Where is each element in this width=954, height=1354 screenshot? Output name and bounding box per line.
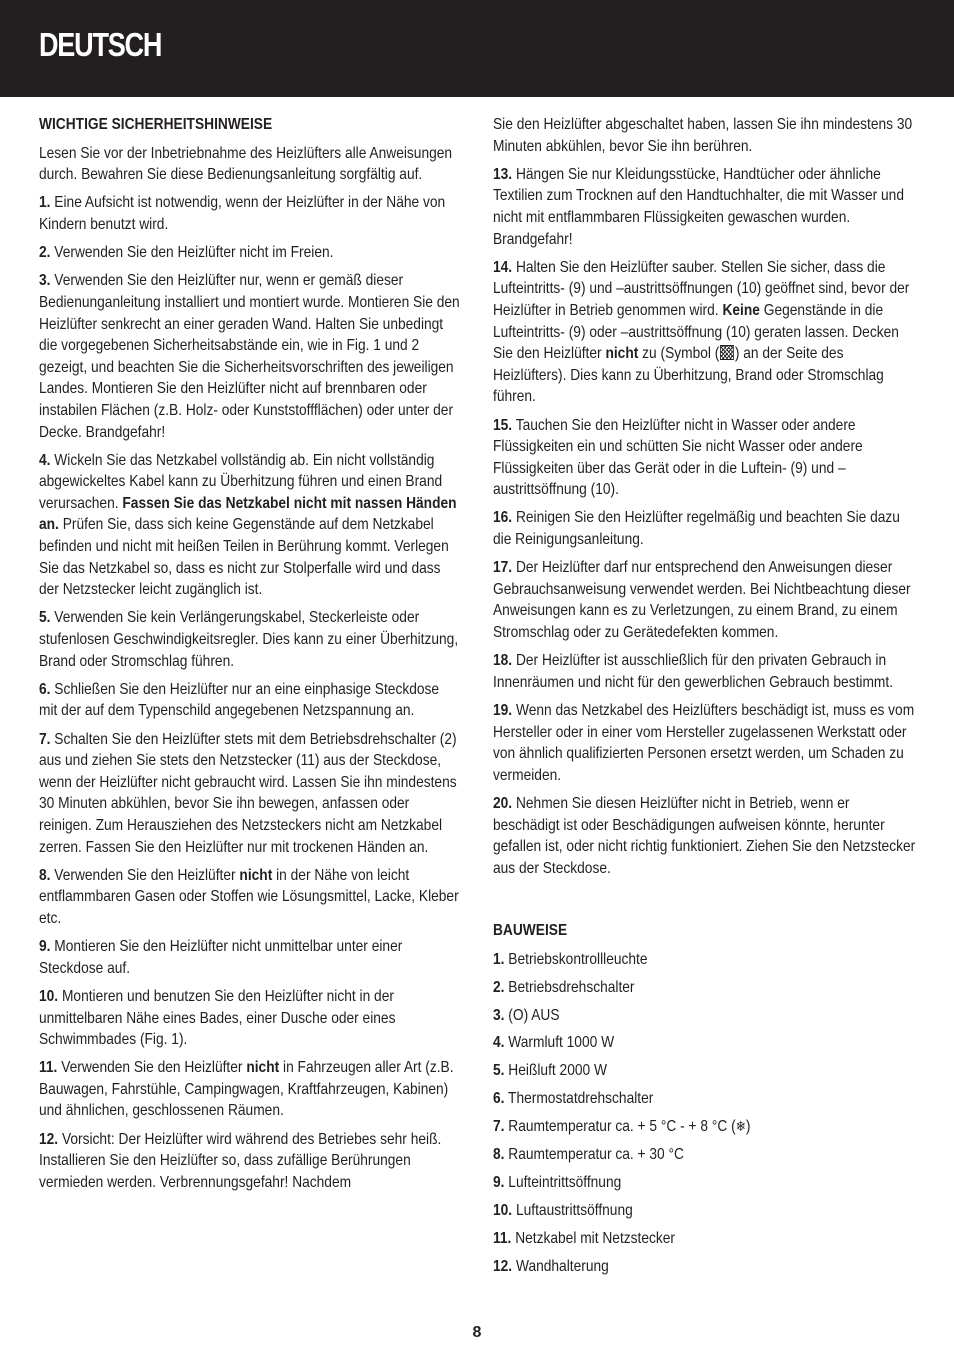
safety-item: 1. Eine Aufsicht ist notwendig, wenn der Heizlüfter in der Nähe von Kindern benutzt wird. <box>39 194 446 233</box>
construction-heading: BAUWEISE <box>493 921 568 939</box>
left-column <box>39 114 461 1200</box>
safety-item: 2. Verwenden Sie den Heizlüfter nicht im Freien. <box>39 244 334 262</box>
construction-item: 6. Thermostatdrehschalter <box>493 1090 654 1108</box>
safety-item: 16. Reinigen Sie den Heizlüfter regelmäßig und beachten Sie dazu die Reinigungsanleitung. <box>493 509 900 549</box>
construction-item: 12. Wandhalterung <box>493 1258 609 1276</box>
safety-heading: WICHTIGE SICHERHEITSHINWEISE <box>39 116 273 133</box>
snowflake-icon: ❄ <box>735 1118 746 1135</box>
construction-item: 1. Betriebskontrollleuchte <box>493 950 648 968</box>
construction-item: 11. Netzkabel mit Netzstecker <box>493 1230 676 1248</box>
safety-item: 11. Verwenden Sie den Heizlüfter nicht in Fahrzeugen aller Art (z.B. Bauwagen, Fahrstühle, Campingwagen, Kraftfahrzeugen, Kabinen) und ähnlichen, geschlossenen Räumen. <box>39 1059 454 1120</box>
header-bar <box>0 0 954 97</box>
safety-item: 3. Verwenden Sie den Heizlüfter nur, wenn er gemäß dieser Bedienunganleitung installiert und montiert wurde. Montieren Sie den Heizlüfter senkrecht an einer geraden Wand. Halten Sie unbedingt die vorgegebenen Sicherheitsabstände ein, wie in Fig. 1 und 2 gezeigt, und beachten Sie die Sicherheitsvorschriften des jeweiligen Landes. Montieren Sie den Heizlüfter nicht auf brennbaren oder instabilen Flächen (z.B. Holz- oder Kunststoffflächen) oder unter der Decke. Brandgefahr! <box>39 272 460 441</box>
safety-item: 17. Der Heizlüfter darf nur entsprechend den Anweisungen dieser Gebrauchsanweisung verwendet werden. Bei Nichtbeachtung dieser Anweisungen kann es zu Verletzungen, zu einem Brand, zu einem Stromschlag oder zu Gerätedefekten kommen. <box>493 559 911 642</box>
construction-item: 5. Heißluft 2000 W <box>493 1062 607 1080</box>
safety-item: 6. Schließen Sie den Heizlüfter nur an eine einphasige Steckdose mit der auf dem Typenschild angegebenen Netzspannung an. <box>39 680 440 720</box>
construction-item: 10. Luftaustrittsöffnung <box>493 1202 633 1220</box>
safety-item: 10. Montieren und benutzen Sie den Heizlüfter nicht in der unmittelbaren Nähe eines Bades, einer Dusche oder eines Schwimmbades (Fig. 1). <box>39 987 396 1049</box>
do-not-cover-icon <box>720 345 734 360</box>
safety-item-continuation: Sie den Heizlüfter abgeschaltet haben, lassen Sie ihn mindestens 30 Minuten abkühlen, bevor Sie ihn berühren. <box>493 116 913 155</box>
construction-item: 3. (O) AUS <box>493 1006 560 1024</box>
safety-item: 4. Wickeln Sie das Netzkabel vollständig ab. Ein nicht vollständig abgewickeltes Kabel kann zu Überhitzung führen und einen Brand verursachen. Fassen Sie das Netzkabel nicht mit nassen Händen an. Prüfen Sie, dass sich keine Gegenstände auf dem Netzkabel befinden und nicht mit heißen Teilen in Berührung kommt. Verlegen Sie das Netzkabel so, dass es nicht zur Stolperfalle wird und dass der Netzstecker leicht zugänglich ist. <box>39 451 457 599</box>
safety-intro: Lesen Sie vor der Inbetriebnahme des Heizlüfters alle Anweisungen durch. Bewahren Sie diese Bedienungsanleitung sorgfältig auf. <box>39 144 453 184</box>
safety-item: 9. Montieren Sie den Heizlüfter nicht unmittelbar unter einer Steckdose auf. <box>39 938 403 977</box>
construction-item: 7. Raumtemperatur ca. + 5 °C - + 8 °C (❄) <box>493 1118 751 1136</box>
construction-item: 9. Lufteintrittsöffnung <box>493 1174 622 1192</box>
construction-item: 2. Betriebsdrehschalter <box>493 978 635 996</box>
safety-item: 13. Hängen Sie nur Kleidungsstücke, Handtücher oder ähnliche Textilien zum Trocknen auf den Handtuchhalter, die mit Wasser und nicht mit entflammbaren Flüssigkeiten gewaschen wurden. Brandgefahr! <box>493 165 904 248</box>
construction-item: 4. Warmluft 1000 W <box>493 1034 615 1052</box>
safety-item: 5. Verwenden Sie kein Verlängerungskabel, Steckerleiste oder stufenlosen Geschwindigkeitsregler. Dies kann zu einer Überhitzung, Brand oder Stromschlag führen. <box>39 609 459 670</box>
safety-item: 12. Vorsicht: Der Heizlüfter wird während des Betriebes sehr heiß. Installieren Sie den Heizlüfter so, dass zufällige Berührungen vermieden werden. Verbrennungsgefahr! Nachdem <box>39 1130 442 1191</box>
safety-item: 19. Wenn das Netzkabel des Heizlüfters beschädigt ist, muss es vom Hersteller oder in einer vom Hersteller zugelassenen Werkstatt oder von ähnlich qualifizierten Personen ersetzt werden, um Schaden zu vermeiden. <box>493 702 915 784</box>
language-title: DEUTSCH <box>39 26 162 63</box>
safety-item: 20. Nehmen Sie diesen Heizlüfter nicht in Betrieb, wenn er beschädigt ist oder Beschädigungen aufweisen könnte, herunter gefallen ist, oder nicht richtig funktioniert. Ziehen Sie den Netzstecker aus der Steckdose. <box>493 794 916 877</box>
safety-item: 18. Der Heizlüfter ist ausschließlich für den privaten Gebrauch in Innenräumen und nicht für den gewerblichen Gebrauch bestimmt. <box>493 652 894 691</box>
right-column <box>493 114 917 1284</box>
safety-item: 15. Tauchen Sie den Heizlüfter nicht in Wasser oder andere Flüssigkeiten ein und schütten Sie nicht Wasser oder andere Flüssigkeiten über das Gerät oder in die Luftein- (9) und –austrittsöffnung (10). <box>493 416 863 499</box>
safety-item: 7. Schalten Sie den Heizlüfter stets mit dem Betriebsdrehschalter (2) aus und ziehen Sie stets den Netzstecker (11) aus der Steckdose, wenn der Heizlüfter nicht gebraucht wird. Lassen Sie ihn mindestens 30 Minuten abkühlen, bevor Sie ihn bewegen, anfassen oder reinigen. Zum Herausziehen des Netzsteckers nicht am Netzkabel zerren. Fassen Sie den Heizlüfter nur mit trockenen Händen an. <box>39 730 457 856</box>
safety-item: 14. Halten Sie den Heizlüfter sauber. Stellen Sie sicher, dass die Lufteintritts- (9) und –austrittsöffnungen (10) geöffnet sind, bevor der Heizlüfter in Betrieb genommen wird. Keine Gegenstände in die Lufteintritts- (9) oder –austrittsöffnung (10) geraten lassen. Decken Sie den Heizlüfter nicht zu (Symbol ( ) an der Seite des Heizlüfters). Dies kann zu Überhitzung, Brand oder Stromschlag führen. <box>493 258 910 406</box>
construction-item: 8. Raumtemperatur ca. + 30 °C <box>493 1146 684 1164</box>
page-number: 8 <box>472 1324 482 1341</box>
safety-item: 8. Verwenden Sie den Heizlüfter nicht in der Nähe von leicht entflammbaren Gasen oder Stoffen wie Lösungsmittel, Lacke, Kleber etc. <box>39 866 459 927</box>
